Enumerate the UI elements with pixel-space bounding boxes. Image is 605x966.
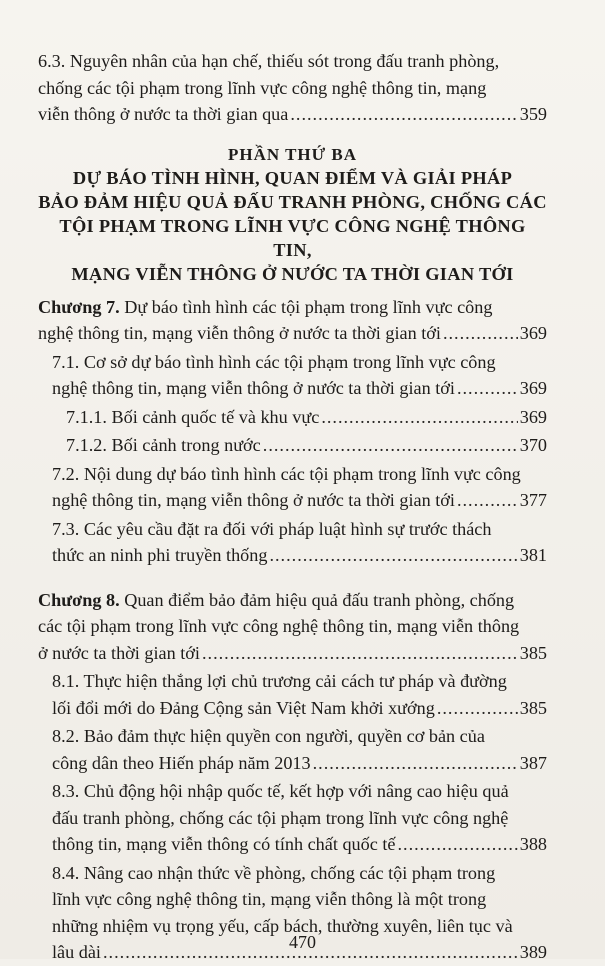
toc-entry-text: 7.2. Nội dung dự báo tình hình các tội phạm trong lĩnh vực công	[52, 463, 521, 484]
chapter-title: các tội phạm trong lĩnh vực công nghệ thông tin, mạng viễn thông	[38, 616, 520, 636]
toc-entry-text: chống các tội phạm trong lĩnh vực công nghệ thông tin, mạng	[38, 77, 487, 98]
part-heading	[38, 144, 547, 286]
toc-entry-7-2	[38, 461, 547, 514]
toc-entry-text: lĩnh vực công nghệ thông tin, mạng viễn thông là một trong	[52, 889, 487, 909]
toc-page-number: 377	[519, 490, 547, 510]
toc-page-number: 381	[519, 545, 547, 565]
dot-leader	[457, 487, 518, 514]
dot-leader	[321, 404, 517, 431]
toc-entry-text: 8.1. Thực hiện thắng lợi chủ trương cải cách tư pháp và đường	[52, 671, 507, 691]
dot-leader	[263, 432, 518, 459]
toc-entry-text: 8.4. Nâng cao nhận thức về phòng, chống các tội phạm trong	[52, 862, 496, 883]
part-title-line: TỘI PHẠM TRONG LĨNH VỰC CÔNG NGHỆ THÔNG TIN,	[59, 215, 526, 260]
toc-entry-text: 7.1.2. Bối cảnh trong nước	[66, 435, 261, 455]
chapter-title: Dự báo tình hình các tội phạm trong lĩnh vực công	[119, 296, 493, 317]
chapter-label: Chương 7.	[38, 296, 120, 317]
toc-chapter-7	[38, 294, 547, 347]
toc-entry-6-3	[38, 48, 547, 128]
toc-page-number: 385	[519, 697, 547, 718]
dot-leader	[397, 831, 517, 858]
chapter-title: nghệ thông tin, mạng viễn thông ở nước ta thời gian tới	[38, 323, 441, 343]
toc-entry-text: nghệ thông tin, mạng viễn thông ở nước ta thời gian tới	[52, 378, 455, 398]
toc-page-number: 369	[519, 406, 547, 427]
dot-leader	[313, 750, 518, 777]
dot-leader	[443, 320, 518, 347]
dot-leader	[290, 101, 517, 128]
toc-entry-8-2	[38, 723, 547, 776]
toc-entry-text: 8.3. Chủ động hội nhập quốc tế, kết hợp với nâng cao hiệu quả	[52, 781, 509, 801]
toc-entry-8-1	[38, 668, 547, 721]
part-title-line: BẢO ĐẢM HIỆU QUẢ ĐẤU TRANH PHÒNG, CHỐNG CÁC	[38, 191, 547, 212]
toc-entry-text: 6.3. Nguyên nhân của hạn chế, thiếu sót trong đấu tranh phòng,	[38, 51, 500, 71]
toc-entry-text: 7.1. Cơ sở dự báo tình hình các tội phạm trong lĩnh vực công	[52, 351, 496, 372]
toc-entry-text: lối đổi mới do Đảng Cộng sản Việt Nam khởi xướng	[52, 697, 435, 718]
toc-entry-text: 7.1.1. Bối cảnh quốc tế và khu vực	[66, 406, 320, 427]
toc-entry-7-1-2	[38, 432, 547, 459]
toc-entry-text: những nhiệm vụ trọng yếu, cấp bách, thường xuyên, liên tục và	[52, 915, 513, 936]
chapter-title: Quan điểm bảo đảm hiệu quả đấu tranh phòng, chống	[119, 589, 515, 610]
dot-leader	[269, 542, 517, 569]
chapter-title: ở nước ta thời gian tới	[38, 642, 200, 663]
toc-page-number: 385	[519, 642, 547, 663]
toc-entry-text: đấu tranh phòng, chống các tội phạm trong lĩnh vực công nghệ	[52, 807, 509, 828]
toc-entry-text: 8.2. Bảo đảm thực hiện quyền con người, quyền cơ bản của	[52, 726, 485, 746]
toc-page-number: 370	[519, 435, 547, 455]
toc-entry-7-1	[38, 349, 547, 402]
page-number: 470	[289, 932, 316, 952]
toc-entry-text: lâu dài	[52, 942, 101, 962]
toc-entry-text: công dân theo Hiến pháp năm 2013	[52, 752, 311, 773]
part-label: PHẦN THỨ BA	[227, 144, 358, 164]
dot-leader	[202, 640, 518, 667]
part-title-line: DỰ BÁO TÌNH HÌNH, QUAN ĐIỂM VÀ GIẢI PHÁP	[72, 167, 513, 188]
part-title-line: MẠNG VIỄN THÔNG Ở NƯỚC TA THỜI GIAN TỚI	[71, 263, 514, 284]
toc-entry-text: viễn thông ở nước ta thời gian qua	[38, 104, 289, 124]
toc-entry-text: thức an ninh phi truyền thống	[52, 545, 268, 565]
toc-entry-8-3	[38, 778, 547, 858]
dot-leader	[437, 695, 518, 722]
toc-entry-text: thông tin, mạng viễn thông có tính chất quốc tế	[52, 834, 396, 854]
toc-page-number: 369	[519, 378, 547, 398]
toc-entry-7-1-1	[38, 404, 547, 431]
chapter-label: Chương 8.	[38, 589, 120, 610]
toc-entry-text: 7.3. Các yêu cầu đặt ra đối với pháp luật hình sự trước thách	[52, 518, 492, 539]
toc-entry-7-3	[38, 516, 547, 569]
dot-leader	[457, 375, 518, 402]
toc-chapter-8	[38, 587, 547, 667]
toc-entry-text: nghệ thông tin, mạng viễn thông ở nước ta thời gian tới	[52, 490, 455, 510]
toc-page-number: 388	[519, 834, 547, 854]
toc-page-number: 389	[519, 942, 547, 962]
toc-page-number: 369	[519, 323, 547, 343]
toc-page-number: 387	[519, 752, 547, 773]
toc-page-number: 359	[519, 104, 547, 124]
